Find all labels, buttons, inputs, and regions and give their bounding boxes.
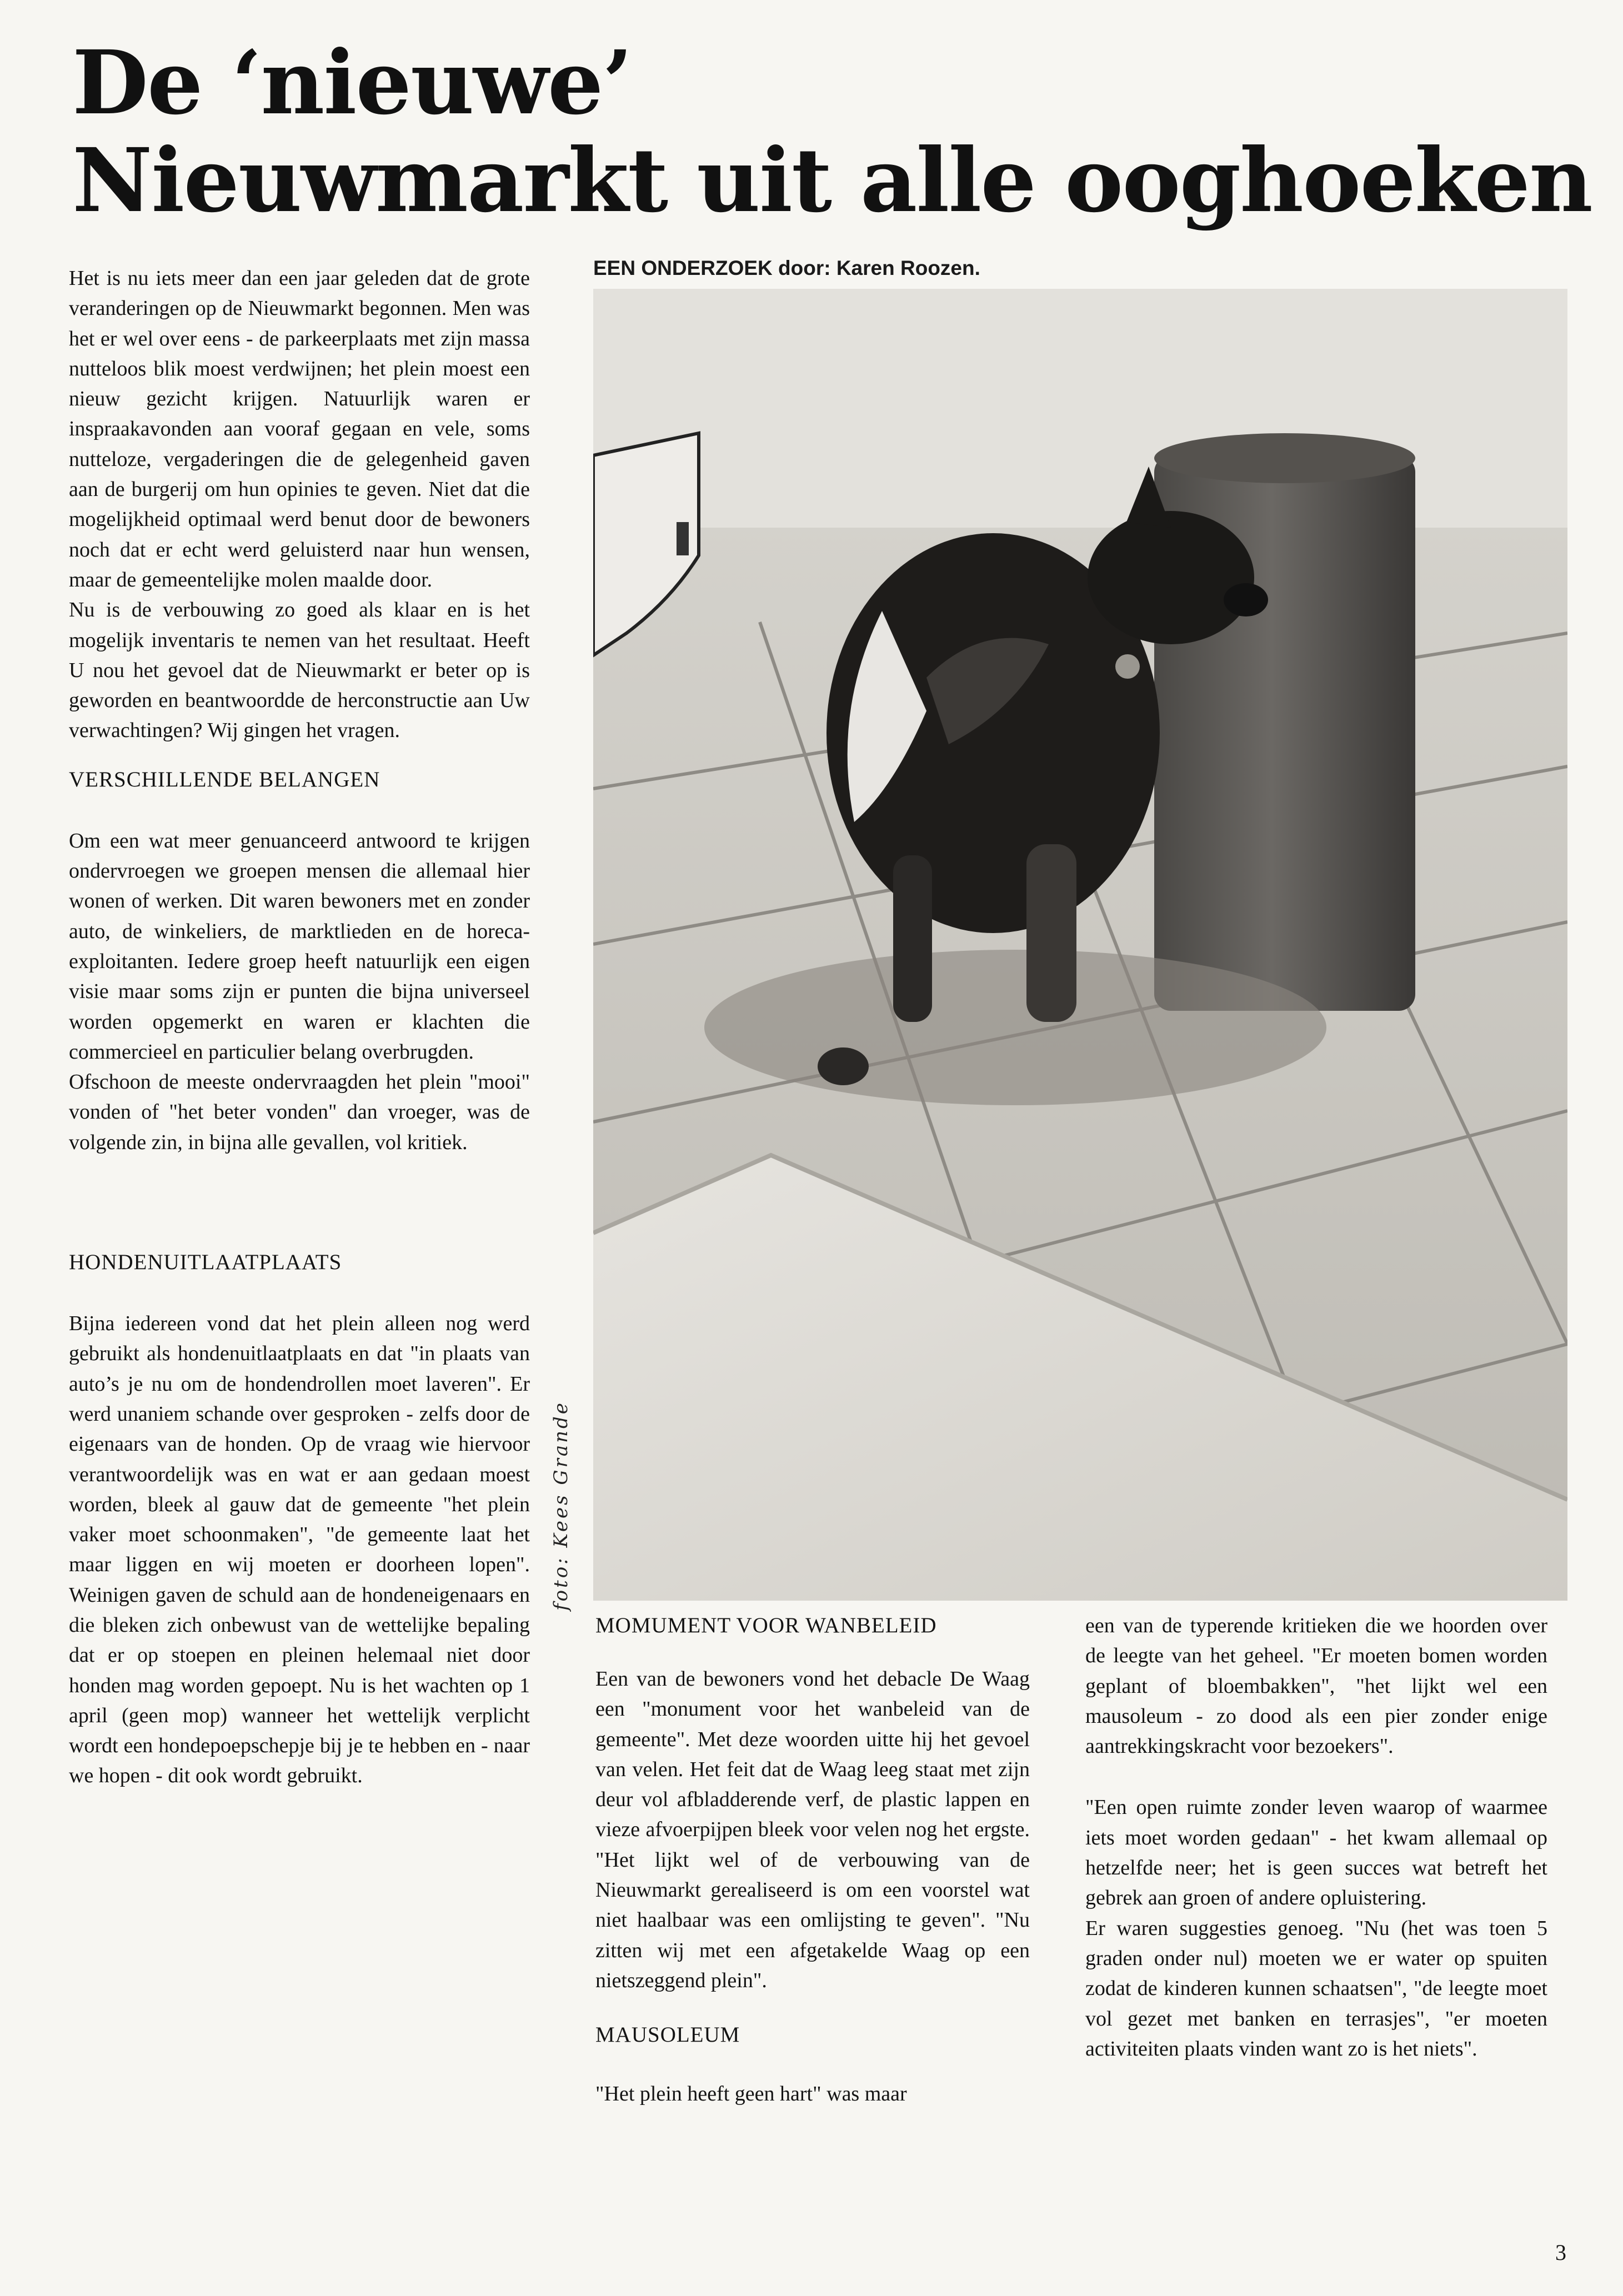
intro-paragraph: Het is nu iets meer dan een jaar geleden dat de grote veranderingen op de Nieuwmarkt begonnen. Men was het er wel over eens - de parkeerplaats met zijn massa nutteloos blik moest verdwijnen; het plein moest een nieuw gezicht krijgen. Natuurlijk waren er inspraakavonden aan vooraf gegaan en vele, soms nutteloze, vergaderingen die de gelegenheid gaven aan de burgerij om hun opinies te geven. Niet dat die mogelijkheid optimaal werd benut door de bewoners noch dat er echt werd geluisterd naar hun wensen, maar de gemeentelijke molen maalde door.: [69, 267, 530, 591]
byline: EEN ONDERZOEK door: Karen Roozen.: [593, 257, 980, 279]
intro-paragraph-2: Nu is de verbouwing zo goed als klaar en is het mogelijk inventaris te nemen van het resultaat. Heeft U nou het gevoel dat de Nieuwmarkt er beter op is geworden en beantwoordde de herconstructie aan Uw verwachtingen? Wij gingen het vragen.: [69, 598, 530, 743]
column-2: [595, 1611, 1030, 2109]
background: [593, 289, 1567, 528]
col3-paragraph-1: een van de typerende kritieken die we hoorden over de leegte van het geheel. "Er moeten bomen worden geplant of bloembakken", "het lijkt wel een mausoleum - zo dood als een pier zonder enige aantrekkingskracht voor bezoekers".: [1085, 1614, 1547, 1758]
car-detail: [677, 522, 689, 555]
title-line-2: Nieuwmarkt uit alle ooghoeken: [72, 129, 1592, 232]
col3-paragraph-2: "Een open ruimte zonder leven waarop of waarmee iets moet worden gedaan" - het kwam allemaal op hetzelfde neer; het is geen succes wat betreft het gebrek aan groen of andere opluistering.: [1085, 1796, 1547, 1910]
heading-mausoleum: MAUSOLEUM: [595, 2023, 740, 2047]
photo-illustration: [593, 289, 1567, 1601]
dog-dropping: [818, 1047, 869, 1085]
dirt-patch: [704, 950, 1326, 1105]
photo-credit: foto: Kees Grande: [550, 1401, 572, 1611]
belangen-paragraph: Om een wat meer genuanceerd antwoord te krijgen ondervroegen we groepen mensen die allemaal hier wonen of werken. Dit waren bewoners met en zonder auto, de winkeliers, de marktlieden en de horeca-exploitanten. Iedere groep heeft natuurlijk een eigen visie maar soms zijn er punten die bijna universeel worden opgemerkt en waren er klachten die commercieel en particulier belang overbrugden.: [69, 829, 530, 1064]
article-title: [72, 34, 1605, 230]
col3-paragraph-3: Er waren suggesties genoeg. "Nu (het was toen 5 graden onder nul) moeten we er water op spuiten zodat de kinderen kunnen schaatsen", "de leegte moet vol gezet met banken en terrasjes", "er moeten activiteiten plaats vinden want zo is het niets".: [1085, 1916, 1547, 2061]
mausoleum-paragraph: "Het plein heeft geen hart" was maar: [595, 2082, 907, 2106]
monument-paragraph: Een van de bewoners vond het debacle De Waag een "monument voor het wanbeleid van de gemeente". Met deze woorden uitte hij het gevoel van velen. Het feit dat de Waag leeg staat met zijn deur vol afbladderende verf, de plastic lappen en vieze afvoerpijpen bleek voor velen nog het ergste. "Het lijkt wel of de verbouwing van de Nieuwmarkt gerealiseerd is om een voorstel wat niet haalbaar was een omlijsting te geven". "Nu zitten wij met een afgetakelde Waag op een nietszeggend plein".: [595, 1667, 1030, 1992]
photo-dog-at-bollard: [593, 289, 1567, 1601]
column-1: [69, 263, 530, 1791]
title-line-1: De ‘nieuwe’: [72, 32, 632, 134]
page-number: 3: [1555, 2240, 1566, 2265]
belangen-paragraph-2: Ofschoon de meeste ondervraagden het plein "mooi" vonden of "het beter vonden" dan vroeger, was de volgende zin, in bijna alle gevallen, vol kritiek.: [69, 1070, 530, 1154]
column-3: [1085, 1611, 1547, 2064]
heading-verschillende-belangen: VERSCHILLENDE BELANGEN: [69, 767, 380, 791]
heading-momument-voor-wanbeleid: MOMUMENT VOOR WANBELEID: [595, 1613, 937, 1637]
heading-hondenuitlaatplaats: HONDENUITLAATPLAATS: [69, 1250, 342, 1275]
honden-paragraph: Bijna iedereen vond dat het plein alleen nog werd gebruikt als hondenuitlaatplaats en dat "in plaats van auto’s je nu om de hondendrollen moet laveren". Er werd unaniem schande over gesproken - zelfs door de eigenaars van de honden. Op de vraag wie hiervoor verantwoordelijk was en wat er aan gedaan moest worden, bleek al gauw dat de gemeente "het plein vaker moet schoonmaken", "de gemeente laat het maar liggen en wij moeten er doorheen lopen". Weinigen gaven de schuld aan de hondeneigenaars en die bleken zich onbewust van de wettelijke bepaling dat er op stoepen en pleinen helemaal niet door honden mag worden gepoept. Nu is het wachten op 1 april (geen mop) wanneer het wettelijk verplicht wordt een hondepoepschepje bij je te hebben en - naar we hopen - dit ook wordt gebruikt.: [69, 1312, 530, 1788]
